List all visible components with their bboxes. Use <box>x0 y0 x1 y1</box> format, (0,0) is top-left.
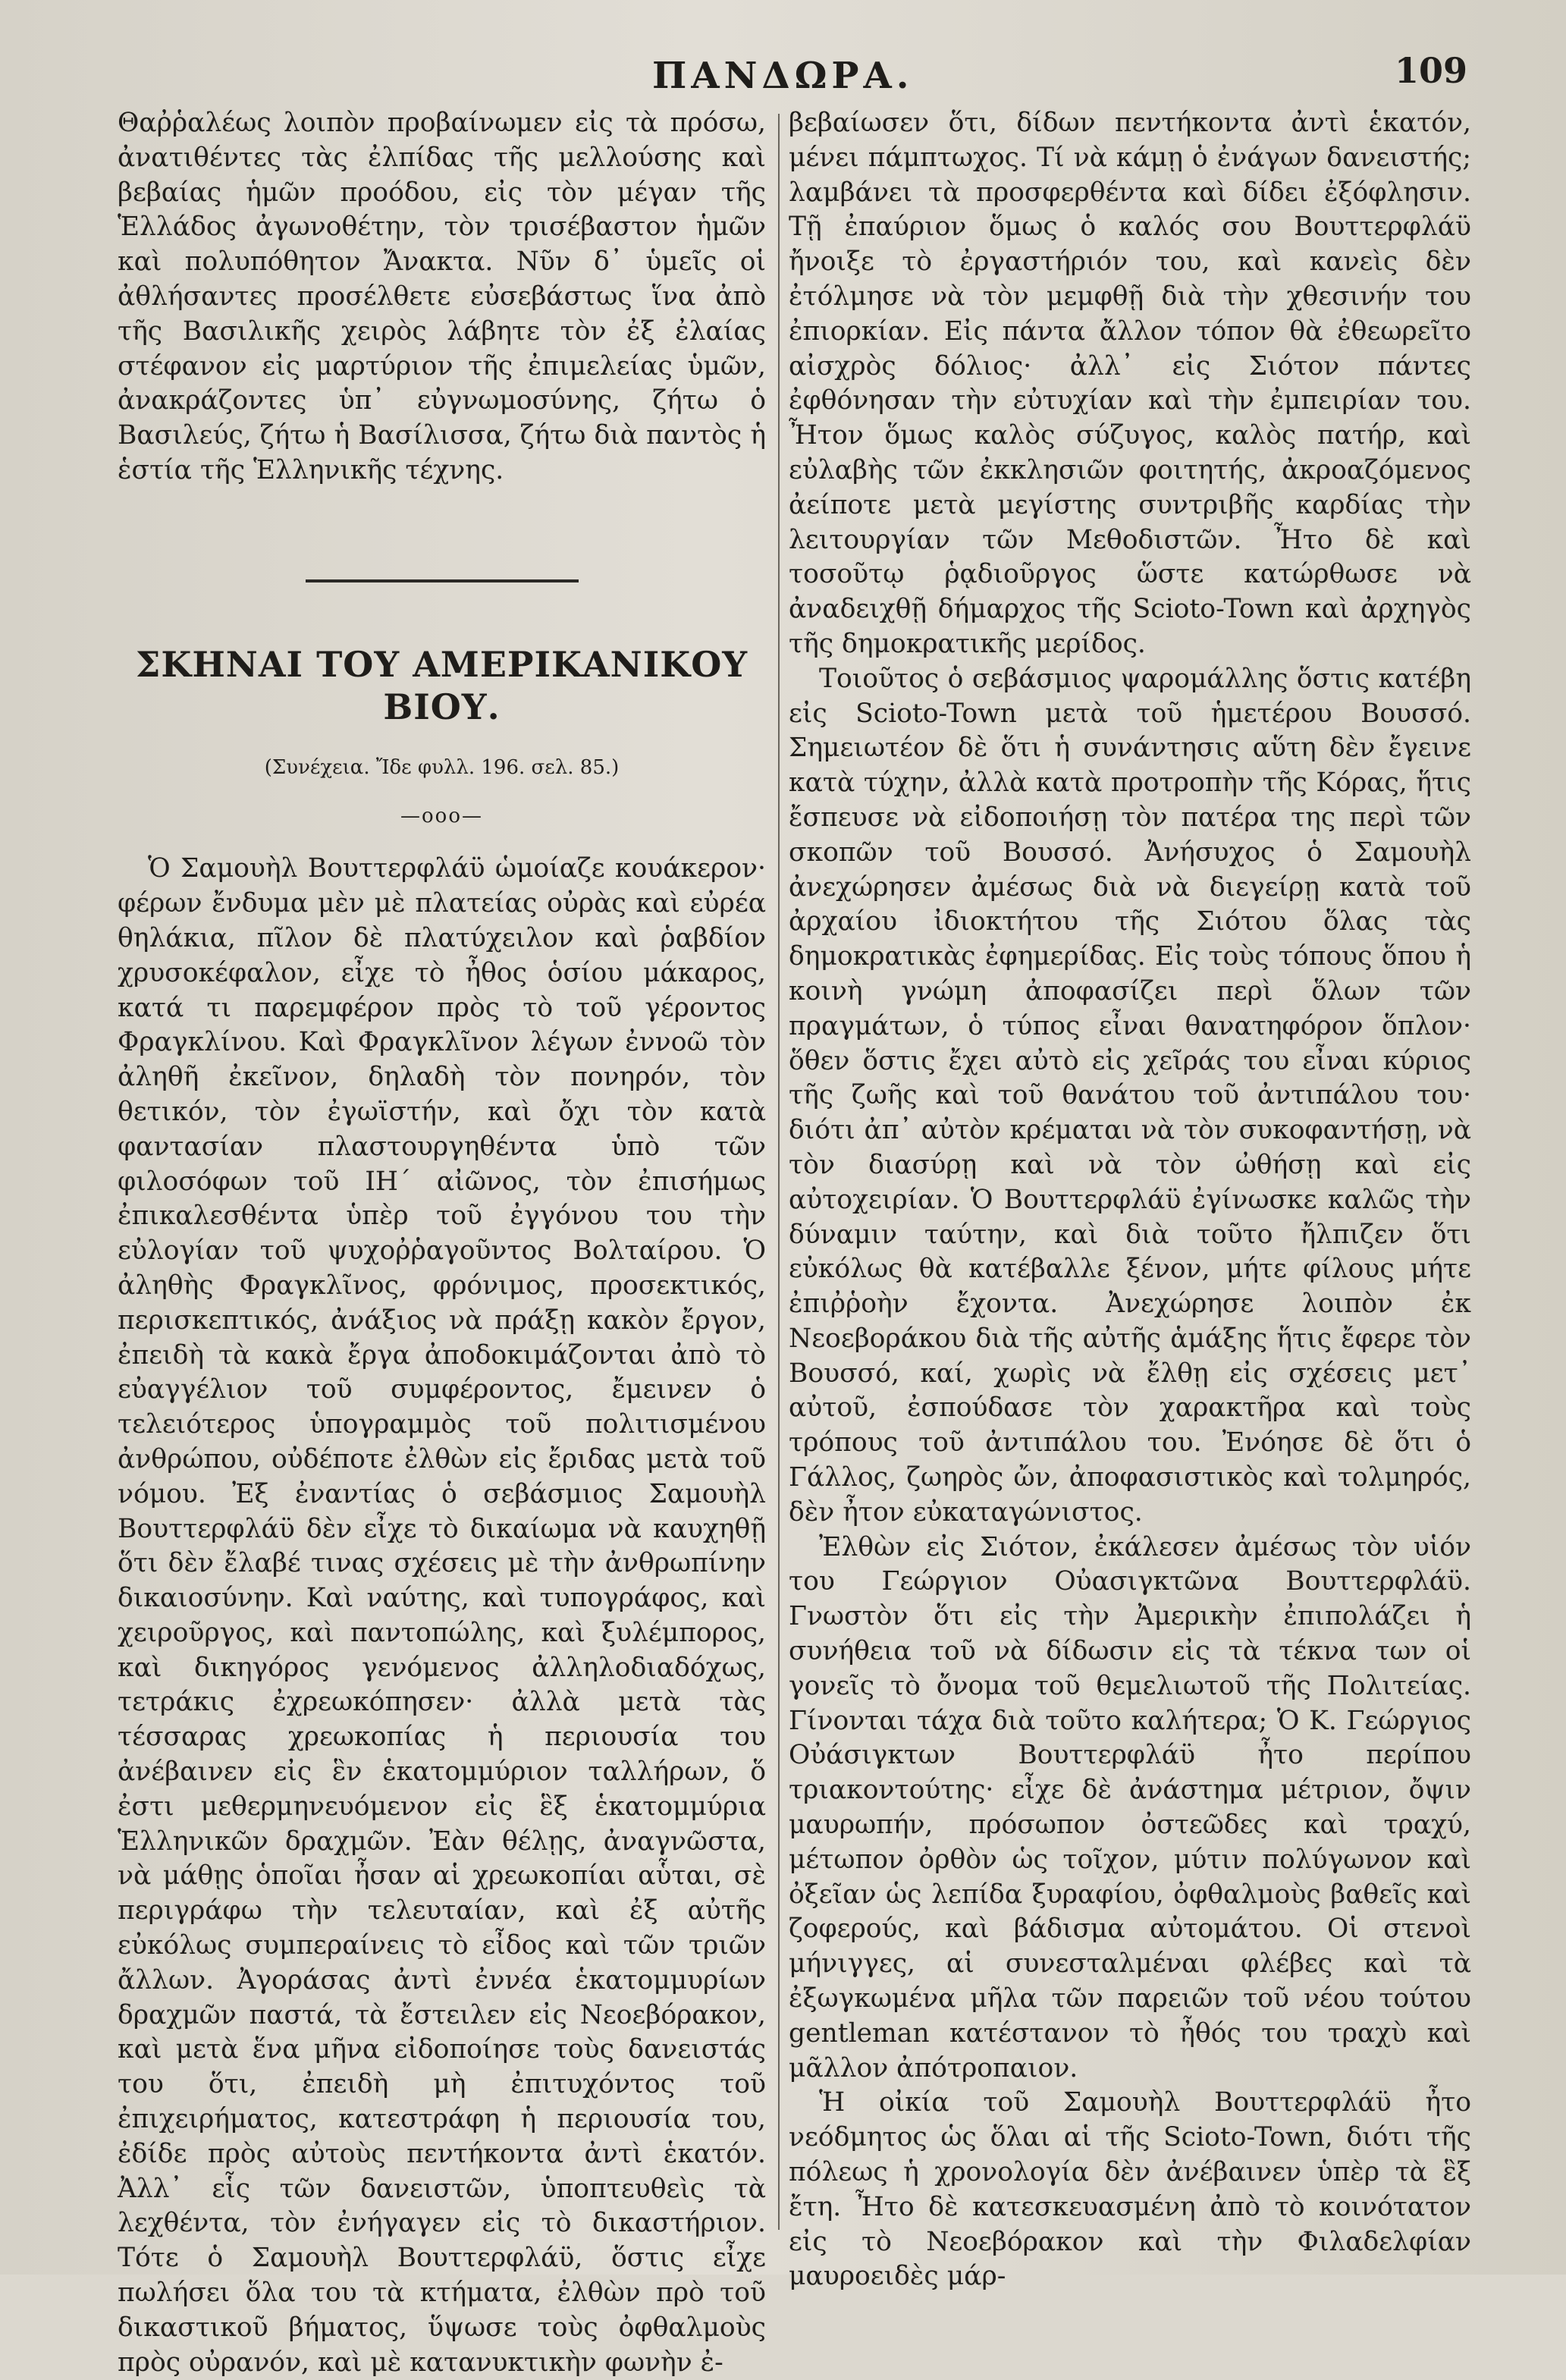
column-divider <box>778 114 780 2230</box>
right-paragraph-3: Ἐλθὼν εἰς Σιότον, ἐκάλεσεν ἀμέσως τὸν υἱόν του Γεώργιον Οὐασιγκτῶνα Βουττερφλάϋ. Γνωστὸν ὅτι εἰς τὴν Ἀμερικὴν ἐπιπολάζει ἡ συνήθεια τοῦ νὰ δίδωσιν εἰς τὰ τέκνα των οἱ γονεῖς τὸ ὄνομα τοῦ θεμελιωτοῦ τῆς Πολιτείας. Γίνονται τάχα διὰ τοῦτο καλήτερα; Ὁ Κ. Γεώργιος Οὐάσιγκτων Βουττερφλάϋ ἦτο περίπου τριακοντούτης· εἶχε δὲ ἀνάστημα μέτριον, ὄψιν μαυρωπήν, πρόσωπον ὀστεῶδες καὶ τραχύ, μέτωπον ὀρθὸν ὡς τοῖχον, μύτιν πολύγωνον καὶ ὀξεῖαν ὡς λεπίδα ξυραφίου, ὀφθαλμοὺς βαθεῖς καὶ ζοφερούς, καὶ βάδισμα αὐτομάτου. Οἱ στενοὶ μήνιγγες, αἱ συνεσταλμέναι φλέβες καὶ τὰ ἐξωγκωμένα μῆλα τῶν παρειῶν τοῦ νέου τούτου gentleman κατέστανον τὸ ἦθός του τραχὺ καὶ μᾶλλον ἀπότροπαιον. <box>789 1531 1471 2083</box>
page-number: 109 <box>1394 50 1467 91</box>
right-paragraph-4: Ἡ οἰκία τοῦ Σαμουὴλ Βουττερφλάϋ ἦτο νεόδμητος ὡς ὅλαι αἱ τῆς Scioto-Town, διότι τῆς πόλεως ἡ χρονολογία δὲν ἀνέβαινεν ὑπὲρ τὰ ἓξ ἔτη. Ἦτο δὲ κατεσκευασμένη ἀπὸ τὸ κοινότατον εἰς τὸ Νεοεβόρακον καὶ τὴν Φιλαδελφίαν μαυροειδὲς μάρ- <box>789 2087 1471 2292</box>
right-paragraph-1: βεβαίωσεν ὅτι, δίδων πεντήκοντα ἀντὶ ἑκατόν, μένει πάμπτωχος. Τί νὰ κάμῃ ὁ ἐνάγων δανειστής; λαμβάνει τὰ προσφερθέντα καὶ δίδει ἐξόφλησιν. Τῇ ἐπαύριον ὅμως ὁ καλός σου Βουττερφλάϋ ἤνοιξε τὸ ἐργαστήριόν του, καὶ κανεὶς δὲν ἐτόλμησε νὰ τὸν μεμφθῇ διὰ τὴν χθεσινήν του ἐπιορκίαν. Εἰς πάντα ἄλλον τόπον θὰ ἐθεωρεῖτο αἰσχρὸς δόλιος· ἀλλ᾽ εἰς Σιότον πάντες ἐφθόνησαν τὴν εὐτυχίαν καὶ τὴν ἐμπειρίαν του. Ἦτον ὅμως καλὸς σύζυγος, καλὸς πατήρ, καὶ εὐλαβὴς τῶν ἐκκλησιῶν φοιτητής, ἀκροαζόμενος ἀείποτε μετὰ μεγίστης συντριβῆς καρδίας τὴν λειτουργίαν τῶν Μεθοδιστῶν. Ἦτο δὲ καὶ τοσοῦτῳ ῥᾳδιοῦργος ὥστε κατώρθωσε νὰ ἀναδειχθῇ δήμαρχος τῆς Scioto-Town καὶ ἀρχηγὸς τῆς δημοκρατικῆς μερίδος. <box>789 108 1471 659</box>
right-paragraph-2: Τοιοῦτος ὁ σεβάσμιος ψαρομάλλης ὅστις κατέβη εἰς Scioto-Town μετὰ τοῦ ἡμετέρου Βουσσό. Σημειωτέον δὲ ὅτι ἡ συνάντησις αὕτη δὲν ἔγεινε κατὰ τύχην, ἀλλὰ κατὰ προτροπὴν τῆς Κόρας, ἥτις ἔσπευσε νὰ εἰδοποιήσῃ τὸν πατέρα της περὶ τῶν σκοπῶν τοῦ Βουσσό. Ἀνήσυχος ὁ Σαμουὴλ ἀνεχώρησεν ἀμέσως διὰ νὰ διεγείρῃ κατὰ τοῦ ἀρχαίου ἰδιοκτήτου τῆς Σιότου ὅλας τὰς δημοκρατικὰς ἐφημερίδας. Εἰς τοὺς τόπους ὅπου ἡ κοινὴ γνώμη ἀποφασίζει περὶ ὅλων τῶν πραγμάτων, ὁ τύπος εἶναι θανατηφόρον ὅπλον· ὅθεν ὅστις ἔχει αὐτὸ εἰς χεῖράς του εἶναι κύριος τῆς ζωῆς καὶ τοῦ θανάτου τοῦ ἀντιπάλου του· διότι ἀπ᾽ αὐτὸν κρέμαται νὰ τὸν συκοφαντήσῃ, νὰ τὸν διασύρῃ καὶ νὰ τὸν ὠθήσῃ καὶ εἰς αὐτοχειρίαν. Ὁ Βουττερφλάϋ ἐγίνωσκε καλῶς τὴν δύναμιν ταύτην, καὶ διὰ τοῦτο ἤλπιζεν ὅτι εὐκόλως θὰ κατέβαλλε ξένον, μήτε φίλους μήτε ἐπιῤῥοὴν ἔχοντα. Ἀνεχώρησε λοιπὸν ἐκ Νεοεβοράκου διὰ τῆς αὐτῆς ἁμάξης ἥτις ἔφερε τὸν Βουσσό, καί, χωρὶς νὰ ἔλθῃ εἰς σχέσεις μετ᾽ αὐτοῦ, ἐσπούδασε τὸν χαρακτῆρα καὶ τοὺς τρόπους τοῦ ἀντιπάλου του. Ἐνόησε δὲ ὅτι ὁ Γάλλος, ζωηρὸς ὤν, ἀποφασιστικὸς καὶ τολμηρός, δὲν ἦτον εὐκαταγώνιστος. <box>789 663 1471 1528</box>
left-column <box>118 106 766 2378</box>
ornament-divider: —ooo— <box>400 804 483 827</box>
intro-paragraph: Θαῤῥαλέως λοιπὸν προβαίνωμεν εἰς τὰ πρόσω, ἀνατιθέντες τὰς ἐλπίδας τῆς μελλούσης καὶ βεβαίας ἡμῶν προόδου, εἰς τὸν μέγαν τῆς Ἑλλάδος ἀγωνοθέτην, τὸν τρισέβαστον ἡμῶν καὶ πολυπόθητον Ἄνακτα. Νῦν δ᾽ ὑμεῖς οἱ ἀθλήσαντες προσέλθετε εὐσεβάστως ἵνα ἀπὸ τῆς Βασιλικῆς χειρὸς λάβητε τὸν ἐξ ἐλαίας στέφανον εἰς μαρτύριον τῆς ἐπιμελείας ὑμῶν, ἀνακράζοντες ὑπ᾽ εὐγνωμοσύνης, ζήτω ὁ Βασιλεύς, ζήτω ἡ Βασίλισσα, ζήτω διὰ παντὸς ἡ ἑστία τῆς Ἑλληνικῆς τέχνης. <box>118 108 766 485</box>
section-separator-rule <box>306 579 579 582</box>
right-column <box>789 106 1471 2292</box>
running-head <box>0 47 1566 100</box>
section-title: ΣΚΗΝΑΙ ΤΟΥ ΑΜΕΡΙΚΑΝΙΚΟΥ ΒΙΟΥ. <box>135 643 748 727</box>
section-continuation-note: (Συνέχεια. Ἴδε φυλλ. 196. σελ. 85.) <box>264 755 620 779</box>
body-paragraph: Ὁ Σαμουὴλ Βουττερφλάϋ ὡμοίαζε κουάκερον· φέρων ἔνδυμα μὲν μὲ πλατείας οὐρὰς καὶ εὐρέα θηλάκια, πῖλον δὲ πλατύχειλον καὶ ῥαβδίον χρυσοκέφαλον, εἶχε τὸ ἦθος ὁσίου μάκαρος, κατά τι παρεμφέρον πρὸς τὸ τοῦ γέροντος Φραγκλίνου. Καὶ Φραγκλῖνον λέγων ἐννοῶ τὸν ἀληθῆ ἐκεῖνον, δηλαδὴ τὸν πονηρόν, τὸν θετικόν, τὸν ἐγωϊστήν, καὶ ὄχι τὸν κατὰ φαντασίαν πλαστουργηθέντα ὑπὸ τῶν φιλοσόφων τοῦ ΙΗ΄ αἰῶνος, τὸν ἐπισήμως ἐπικαλεσθέντα ὑπὲρ τοῦ ἐγγόνου του τὴν εὐλογίαν τοῦ ψυχοῤῥαγοῦντος Βολταίρου. Ὁ ἀληθὴς Φραγκλῖνος, φρόνιμος, προσεκτικός, περισκεπτικός, ἀνάξιος νὰ πράξῃ κακὸν ἔργον, ἐπειδὴ τὰ κακὰ ἔργα ἀποδοκιμάζονται ἀπὸ τὸ εὐαγγέλιον τοῦ συμφέροντος, ἔμεινεν ὁ τελειότερος ὑπογραμμὸς τοῦ πολιτισμένου ἀνθρώπου, οὐδέποτε ἐλθὼν εἰς ἔριδας μετὰ τοῦ νόμου. Ἐξ ἐναντίας ὁ σεβάσμιος Σαμουὴλ Βουττερφλάϋ δὲν εἶχε τὸ δικαίωμα νὰ καυχηθῇ ὅτι δὲν ἔλαβέ τινας σχέσεις μὲ τὴν ἀνθρωπίνην δικαιοσύνην. Καὶ ναύτης, καὶ τυπογράφος, καὶ χειροῦργος, καὶ παντοπώλης, καὶ ξυλέμπορος, καὶ δικηγόρος γενόμενος ἀλληλοδιαδόχως, τετράκις ἐχρεωκόπησεν· ἀλλὰ μετὰ τὰς τέσσαρας χρεωκοπίας ἡ περιουσία του ἀνέβαινεν εἰς ἓν ἑκατομμύριον ταλλήρων, ὅ ἐστι μεθερμηνευόμενον εἰς ἓξ ἑκατομμύρια Ἑλληνικῶν δραχμῶν. Ἐὰν θέλῃς, ἀναγνῶστα, νὰ μάθῃς ὁποῖαι ἦσαν αἱ χρεωκοπίαι αὗται, σὲ περιγράφω τὴν τελευταίαν, καὶ ἐξ αὐτῆς εὐκόλως συμπεραίνεις τὸ εἶδος καὶ τῶν τριῶν ἄλλων. Ἀγοράσας ἀντὶ ἐννέα ἑκατομμυρίων δραχμῶν παστά, τὰ ἔστειλεν εἰς Νεοεβόρακον, καὶ μετὰ ἕνα μῆνα εἰδοποίησε τοὺς δανειστάς του ὅτι, ἐπειδὴ μὴ ἐπιτυχόντος τοῦ ἐπιχειρήματος, κατεστράφη ἡ περιουσία του, ἐδίδε πρὸς αὐτοὺς πεντήκοντα ἀντὶ ἑκατόν. Ἀλλ᾽ εἷς τῶν δανειστῶν, ὑποπτευθεὶς τὰ λεχθέντα, τὸν ἐνήγαγεν εἰς τὸ δικαστήριον. Τότε ὁ Σαμουὴλ Βουττερφλάϋ, ὅστις εἶχε πωλήσει ὅλα του τὰ κτήματα, ἐλθὼν πρὸ τοῦ δικαστικοῦ βήματος, ὕψωσε τοὺς ὀφθαλμοὺς πρὸς οὐρανόν, καὶ μὲ κατανυκτικὴν φωνὴν ἐ- <box>118 853 766 2378</box>
running-title: ΠΑΝΔΩΡΑ. <box>652 55 914 97</box>
